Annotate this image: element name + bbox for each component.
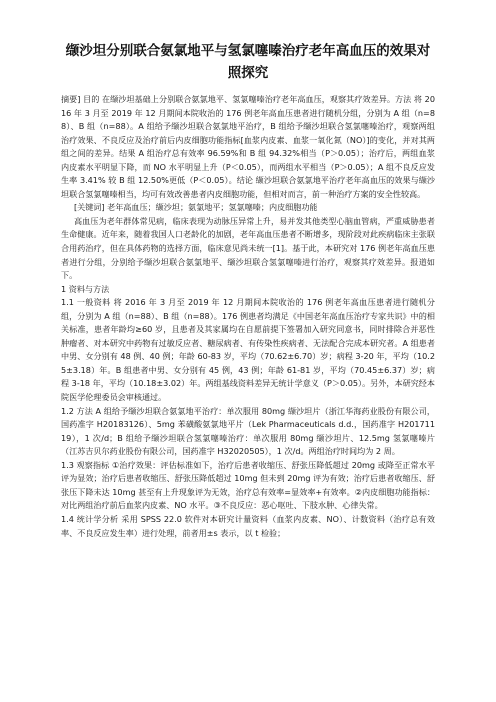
general-data-paragraph: 1.1 一般资料 将 2016 年 3 月至 2019 年 12 月期间本院收治的 176 例老年高血压患者进行随机分组，分别为 A 组（n=88）、B 组（n=88）。176 例患者均满足《中国老年高血压治疗专家共识》中的相关标准，患者年龄均≥60 岁，且患者及其家属均在自愿前提下签署加入研究同意书，同时排除合并恶性肿瘤者、对本研究中药物有过敏反应者、糖尿病者、有传染性疾病者、无法配合完成本研究者。A 组患者中男、女分别有 48 例、40 例；年龄 60-83 岁，平均（70.62±6.70）岁；病程 3-20 年，平均（10.25±3.18）年。B 组患者中男、女分别有 45 例，43 例；年龄 61-81 岁，平均（70.45±6.37）岁；病程 3-18 年，平均（10.18±3.02）年。两组基线资料差异无统计学意义（P＞0.05）。另外，本研究经本院医学伦理委员会审核通过。 [61, 297, 435, 403]
abstract-paragraph: 摘要] 目的 在缬沙坦基础上分别联合氨氯地平、氢氯噻嗪治疗老年高血压，观察其疗效差异。方法 将 2016 年 3 月至 2019 年 12 月期间本院收治的 176 例老年高血压患者进行随机分组，分别为 A 组（n=88）、B 组（n=88）。A 组给予缬沙坦联合氨氯地平治疗，B 组给予缬沙坦联合氢氯噻嗪治疗，观察两组治疗效果、不良反应及治疗前后内皮细胞功能指标[血浆内皮素、血浆一氧化氮（NO）]的变化，并对其两组之间的差异。结果 A 组治疗总有效率 96.59%和 B 组 94.32%相当（P＞0.05）；治疗后，两组血浆内皮素水平明显下降，而 NO 水平明显上升（P＜0.05），而两组水平相当（P＞0.05）；A 组不良反应发生率 3.41% 较 B 组 12.50%更低（P＜0.05）。结论 缬沙坦联合氨氯地平治疗老年高血压的效果与缬沙坦联合氢氯噻嗪相当，均可有效改善患者内皮细胞功能，但相对而言，前一种治疗方案的安全性较高。 [61, 94, 435, 199]
methods-paragraph: 1.2 方法 A 组给予缬沙坦联合氨氯地平治疗：单次服用 80mg 缬沙坦片（浙江华海药业股份有限公司，国药准字 H20183126）、5mg 苯磺酸氨氯地平片（Lek Pharmaceuticals d.d.，国药准字 H20171119），1 次/d；B 组给予缬沙坦联合氢氯噻嗪治疗：单次服用 80mg 缬沙坦片、12.5mg 氢氯噻嗪片（江苏吉贝尔药业股份有限公司，国药准字 H32020505），1 次/d。两组治疗时间均为 2 周。 [61, 405, 435, 457]
section-heading-materials-methods: 1 资料与方法 [61, 283, 110, 294]
keywords-paragraph: [关键词] 老年高血压；缬沙坦；氨氯地平；氢氯噻嗪；内皮细胞功能 [73, 202, 318, 213]
introduction-paragraph: 高血压为老年群体常见病，临床表现为动脉压异常上升，易并发其他类型心脑血管病，严重威胁患者生命健康。近年来，随着我国人口老龄化的加剧，老年高血压患者不断增多，现阶段对此疾病临床主张联合用药治疗，但在具体药物的选择方面，临床意见尚未统一[1]。基于此，本研究对 176 例老年高血压患者进行分组，分别给予缬沙坦联合氨氯地平、缬沙坦联合氢氯噻嗪进行治疗，观察其疗效差异。报道如下。 [61, 215, 435, 281]
paper-body [61, 93, 435, 540]
statistical-analysis-paragraph: 1.4 统计学分析 采用 SPSS 22.0 软件对本研究计量资料（血浆内皮素、NO）、计数资料（治疗总有效率、不良反应发生率）进行处理，前者用±s 表示，以 t 检验； [61, 513, 435, 538]
paper-title: 缬沙坦分别联合氨氯地平与氢氯噻嗪治疗老年高血压的效果对照探究 [65, 43, 431, 81]
observation-indicators-paragraph: 1.3 观察指标 ①治疗效果：评估标准如下，治疗后患者收缩压、舒张压降低超过 20mg 或降至正常水平评为显效；治疗后患者收缩压、舒张压降低超过 10mg 但未到 20mg 评为有效；治疗后患者收缩压、舒张压下降未达 10mg 甚至有上升现象评为无效，治疗总有效率=显效率+有效率。②内皮细胞功能指标：对比两组治疗前后血浆内皮素、NO 水平。③不良反应：恶心呕吐、下肢水肿、心律失常。 [61, 459, 435, 511]
